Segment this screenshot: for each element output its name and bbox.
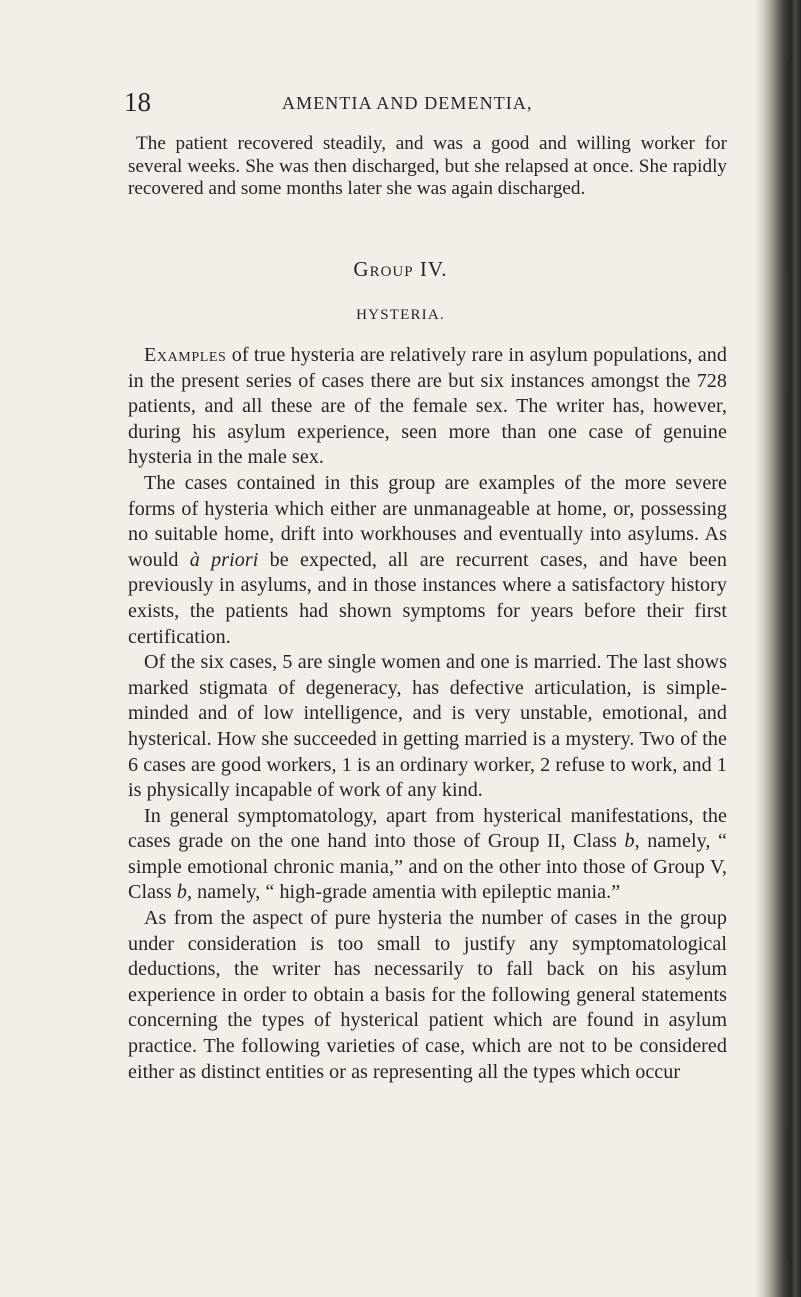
binding-mark (787, 390, 791, 560)
intro-paragraph: The patient recovered steadily, and was a good and willing worker for several weeks. She was then discharged, but she relapsed at once. She rapidly recovered and some months later she was again discharged. (128, 133, 727, 200)
binding-mark (787, 760, 791, 1000)
page-number: 18 (124, 87, 151, 117)
section-heading: Group IV. (353, 257, 448, 281)
paragraph-1-lead: Examples (144, 344, 227, 366)
paragraph-4-class-b: b (624, 830, 635, 853)
page-header (124, 87, 644, 117)
binding-mark (787, 60, 791, 270)
running-head: AMENTIA AND DEMENTIA, (282, 93, 533, 113)
section-subheading: HYSTERIA. (356, 307, 445, 323)
paragraph-4-class-b-2: b (176, 881, 187, 904)
paragraph-4-a: In general symptomatology, apart from hysterical manifestations, the cases grade on the one hand into those of Group II, Class (128, 804, 727, 853)
paragraph-5: As from the aspect of pure hysteria the number of cases in the group under consideration is too small to justify any symptomatological deductions, the writer has necessarily to fall back on his asylum experience in order to obtain a basis for the following general statements concerning the types of hysterical patient which are found in asylum practice. The following varieties of case, which are not to be considered either as distinct entities or as representing all the types which occur (128, 907, 727, 1083)
paragraph-2 (128, 471, 727, 650)
page-edge-shadow (755, 0, 801, 1297)
paragraph-1-text: of true hysteria are relatively rare in asylum populations, and in the present series of cases there are but six instances amongst the 728 patients, and all these are of the female sex. The writer has, however, during his asylum experience, seen more than one case of genuine hysteria in the male sex. (128, 344, 727, 469)
main-text (128, 343, 727, 1085)
paragraph-2-before: The cases contained in this group are examples of the more severe forms of hysteria which either are unmanageable at home, or, possessing no suitable home, drift into workhouses and eventually into asylums. As would (128, 471, 727, 571)
binding-mark (787, 1130, 791, 1260)
paragraph-2-italic: à priori (189, 548, 259, 571)
paragraph-4 (128, 804, 727, 906)
paragraph-2-after: be expected, all are recurrent cases, and have been previously in asylums, and in those instances where a satisfactory history exists, the patients had shown symptoms for years before their first certification. (128, 548, 727, 648)
paragraph-4-c: , namely, “ simple emotional chronic mania,” and on the other into those of Group V, Class (128, 830, 727, 904)
paragraph-4-e: , namely, “ high-grade amentia with epileptic mania.” (186, 881, 621, 904)
paragraph-1 (128, 343, 727, 471)
paragraph-3: Of the six cases, 5 are single women and one is married. The last shows marked stigmata of degeneracy, has defective articulation, is simple-minded and of low intelligence, and is very unstable, emotional, and hysterical. How she succeeded in getting married is a mystery. Two of the 6 cases are good workers, 1 is an ordinary worker, 2 refuse to work, and 1 is physically incapable of work of any kind. (128, 651, 727, 802)
